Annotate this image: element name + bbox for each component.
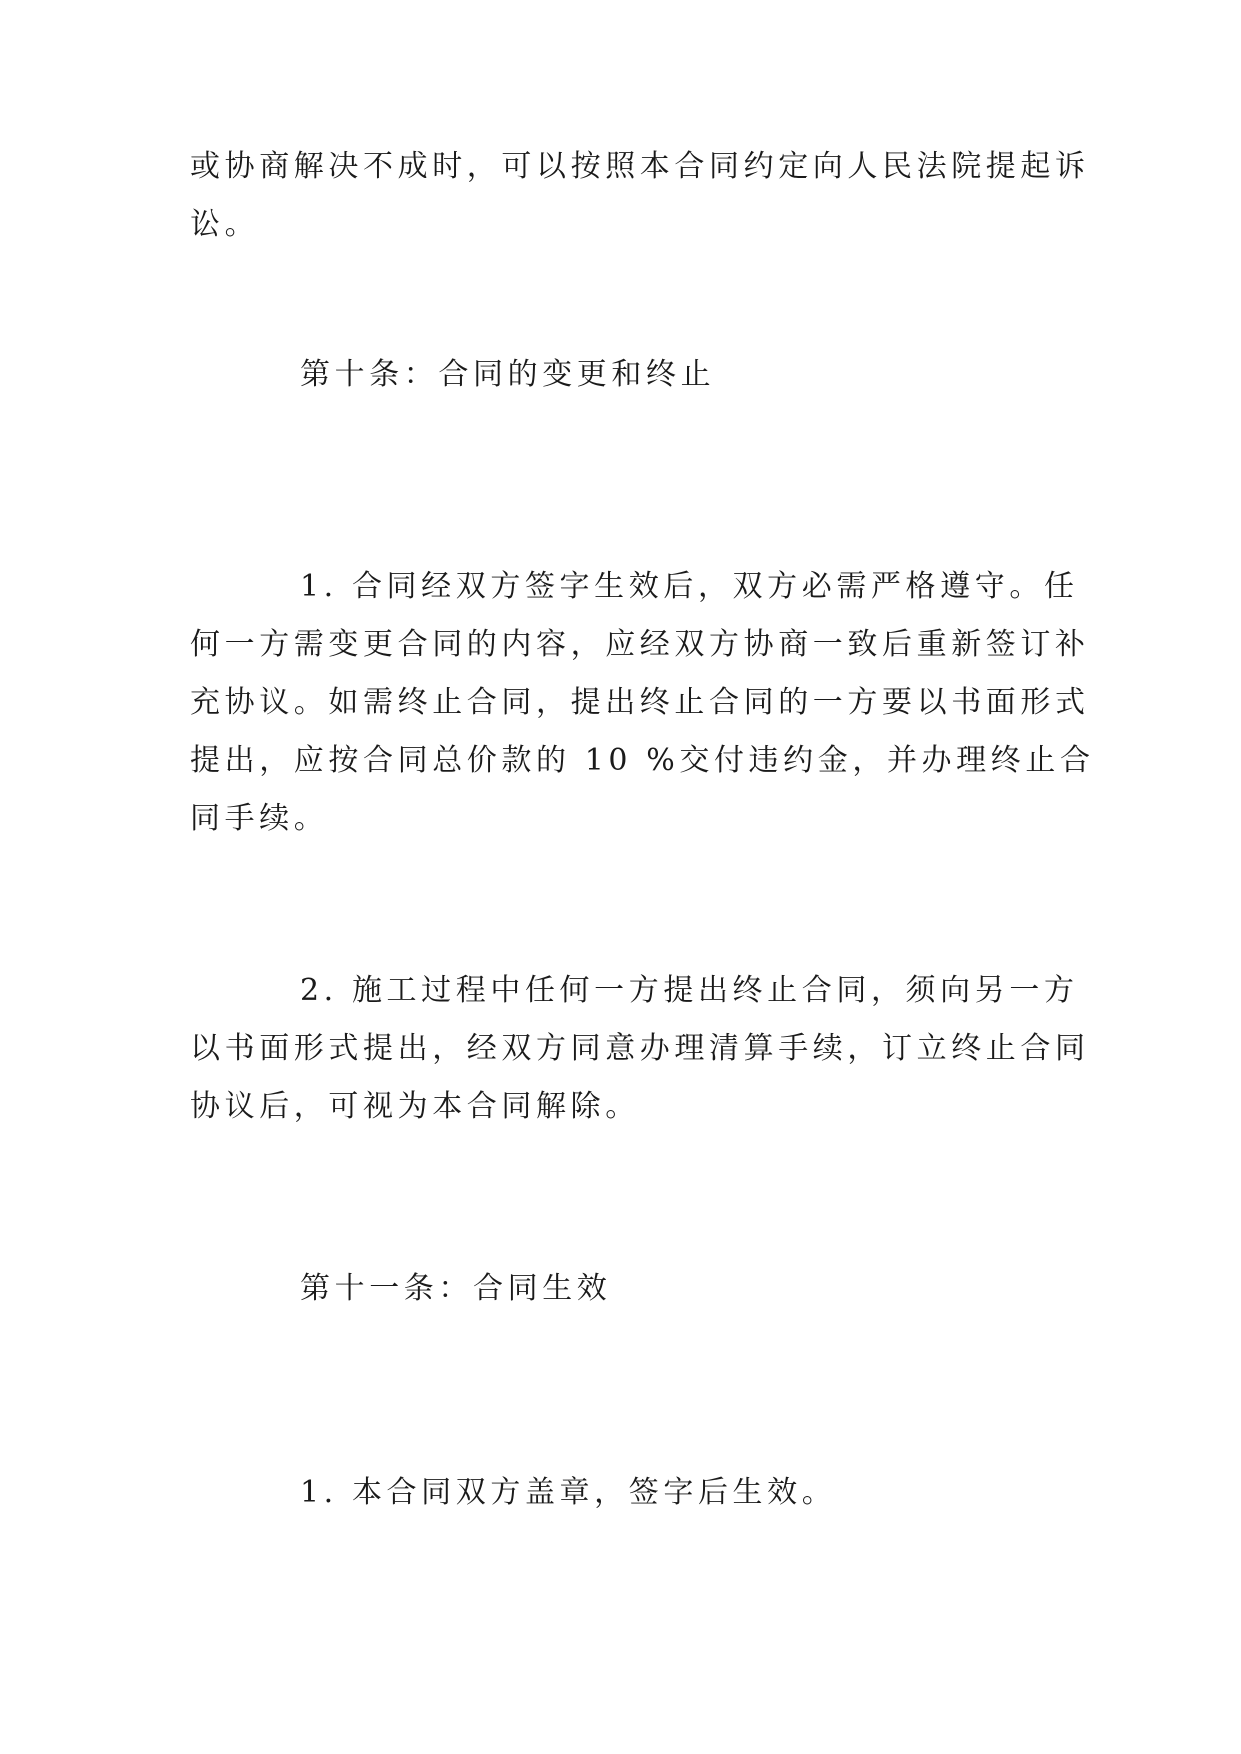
text-line: 何一方需变更合同的内容，应经双方协商一致后重新签订补	[190, 627, 1090, 662]
article-10-heading	[190, 346, 1060, 404]
article-11-clause-1	[190, 1464, 1060, 1522]
text-line: 1. 合同经双方签字生效后，双方必需严格遵守。任	[300, 569, 1079, 604]
text-line: 2. 施工过程中任何一方提出终止合同，须向另一方	[300, 973, 1079, 1008]
text-line: 同手续。	[190, 801, 329, 836]
text-line: 讼。	[190, 207, 260, 242]
article-10-clause-2	[190, 962, 1090, 1136]
article-11-heading	[190, 1260, 1060, 1318]
text-line: 或协商解决不成时，可以按照本合同约定向人民法院提起诉	[190, 149, 1090, 184]
text-line: 以书面形式提出，经双方同意办理清算手续，订立终止合同	[190, 1031, 1090, 1066]
article-10-clause-1	[190, 558, 1095, 848]
text-line: 充协议。如需终止合同，提出终止合同的一方要以书面形式	[190, 685, 1090, 720]
text-line: 协议后，可视为本合同解除。	[190, 1089, 640, 1124]
heading-text: 第十条：合同的变更和终止	[300, 357, 716, 392]
paragraph-continuation	[190, 138, 1090, 254]
heading-text: 第十一条：合同生效	[300, 1271, 612, 1306]
text-line: 提出，应按合同总价款的 10 %交付违约金，并办理终止合	[190, 743, 1095, 778]
text-line: 1. 本合同双方盖章，签字后生效。	[300, 1475, 837, 1510]
